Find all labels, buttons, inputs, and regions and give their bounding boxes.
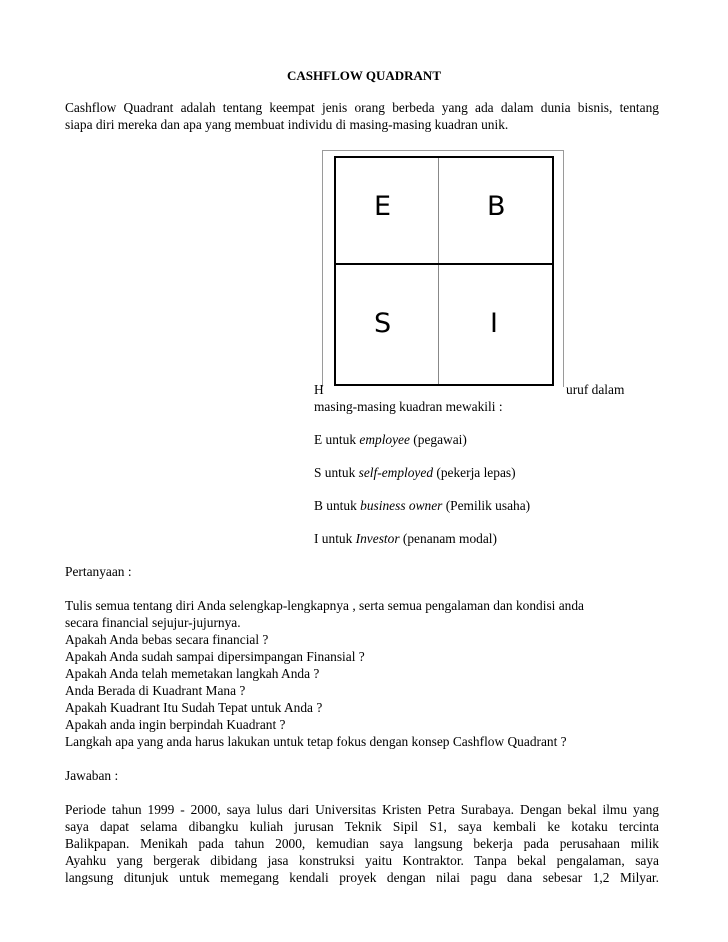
quadrant-letter-i: I xyxy=(490,308,498,339)
answer-label: Jawaban : xyxy=(65,768,119,783)
answer-line: saya dapat selama dibangku kuliah jurusan Teknik Sipil S1, saya kembali ke kotaku tercinta xyxy=(65,819,659,834)
quadrant-letter-b: B xyxy=(487,191,506,222)
questions-label: Pertanyaan : xyxy=(65,564,132,579)
answer-line: langsung ditunjuk untuk memegang kendali proyek dengan nilai pagu dana sebesar 1,2 Milyar. xyxy=(65,870,659,885)
answer-line: Ayahku yang bergerak dibidang jasa konstruksi yaitu Kontraktor. Tanpa bekal pengalaman, saya xyxy=(65,853,659,868)
caption-line-2: masing-masing kuadran mewakili : xyxy=(314,399,503,414)
question-line: Apakah anda ingin berpindah Kuadrant ? xyxy=(65,717,286,732)
intro-line-1: Cashflow Quadrant adalah tentang keempat jenis orang berbeda yang ada dalam dunia bisnis, tentang xyxy=(65,100,659,115)
caption-start: H xyxy=(314,382,324,397)
answer-line: Balikpapan. Menikah pada tahun 2000, kemudian saya langsung bekerja pada perusahaan milik xyxy=(65,836,659,851)
question-line: Apakah Anda bebas secara financial ? xyxy=(65,632,269,647)
quadrant-letter-e: E xyxy=(374,191,392,222)
answer-line: Periode tahun 1999 - 2000, saya lulus dari Universitas Kristen Petra Surabaya. Dengan bekal ilmu yang xyxy=(65,802,659,817)
question-line: Anda Berada di Kuadrant Mana ? xyxy=(65,683,246,698)
definition-s: S untuk self-employed (pekerja lepas) xyxy=(314,465,516,480)
definition-b: B untuk business owner (Pemilik usaha) xyxy=(314,498,531,513)
quadrant-horizontal-divider xyxy=(336,263,552,265)
page-title: CASHFLOW QUADRANT xyxy=(287,68,441,83)
question-line: Apakah Anda sudah sampai dipersimpangan Finansial ? xyxy=(65,649,365,664)
question-line: Langkah apa yang anda harus lakukan untuk tetap fokus dengan konsep Cashflow Quadrant ? xyxy=(65,734,567,749)
definition-e: E untuk employee (pegawai) xyxy=(314,432,467,447)
definition-i: I untuk Investor (penanam modal) xyxy=(314,531,497,546)
cashflow-quadrant-diagram xyxy=(334,156,554,386)
quadrant-letter-s: S xyxy=(374,308,392,339)
caption-end: uruf dalam xyxy=(566,382,625,397)
question-line: Apakah Kuadrant Itu Sudah Tepat untuk Anda ? xyxy=(65,700,323,715)
intro-line-2: siapa diri mereka dan apa yang membuat individu di masing-masing kuadran unik. xyxy=(65,117,509,132)
question-line: secara financial sejujur-jujurnya. xyxy=(65,615,241,630)
quadrant-vertical-divider xyxy=(438,158,439,384)
question-line: Apakah Anda telah memetakan langkah Anda ? xyxy=(65,666,320,681)
question-line: Tulis semua tentang diri Anda selengkap-lengkapnya , serta semua pengalaman dan kondisi anda xyxy=(65,598,585,613)
